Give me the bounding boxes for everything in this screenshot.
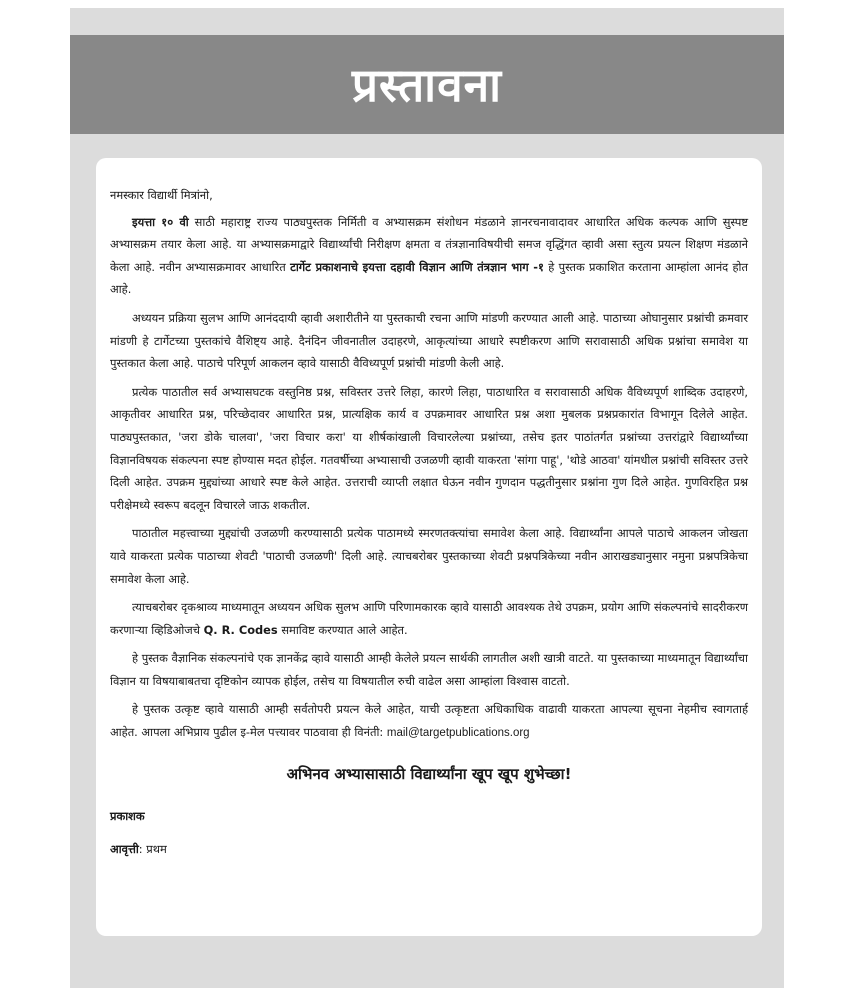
paragraph-1-text-2: हे पुस्तक प्रकाशित करताना आम्हांला आनंद होत आहे. xyxy=(110,259,749,297)
preface-card xyxy=(96,158,762,936)
paragraph-4: पाठातील महत्त्वाच्या मुद्द्यांची उजळणी करण्यासाठी प्रत्येक पाठामध्ये स्मरणतक्त्यांचा समावेश केला आहे. विद्यार्थ्यांना आपले पाठाचे आकलन जोखता यावे याकरता प्रत्येक पाठाच्या शेवटी 'पाठाची उजळणी' दिली आहे. त्याचबरोबर पुस्तकाच्या शेवटी प्रश्नपत्रिकेच्या नवीन आराखड्यानुसार नमुना प्रश्नपत्रिकेचा समावेश केला आहे. xyxy=(110,526,748,586)
grade-lead: इयत्ता १० वी xyxy=(132,214,189,229)
qr-codes-highlight: Q. R. Codes xyxy=(203,622,278,637)
book-title-highlight: टार्गेट प्रकाशनाचे इयत्ता दहावी विज्ञान आणि तंत्रज्ञान भाग -१ xyxy=(290,259,544,274)
paragraph-5 xyxy=(110,596,748,641)
publisher-label: प्रकाशक xyxy=(110,809,145,824)
paragraph-1 xyxy=(110,211,748,301)
edition-value: : प्रथम xyxy=(138,841,167,856)
paragraph-3: प्रत्येक पाठातील सर्व अभ्यासघटक वस्तुनिष्ठ प्रश्न, सविस्तर उत्तरे लिहा, कारणे लिहा, पाठाधारित व सरावासाठी अधिक वैविध्यपूर्ण शाब्दिक उदाहरणे, आकृतीवर आधारित प्रश्न, परिच्छेदावर आधारित प्रश्न, प्रात्यक्षिक कार्य व उपक्रमावर आधारित प्रश्न अशा मुबलक प्रश्नप्रकारांत विभागून दिलेले आहेत. पाठ्यपुस्तकात, 'जरा डोके चालवा', 'जरा विचार करा' या शीर्षकांखाली विचारलेल्या प्रश्नांच्या, तसेच इतर पाठांतर्गत प्रश्नांच्या उत्तरांद्वारे विद्यार्थ्यांच्या विज्ञानविषयक संकल्पना स्पष्ट होण्यास मदत होईल. गतवर्षीच्या अभ्यासाची उजळणी व्हावी याकरता 'सांगा पाहू', 'थोडे आठवा' यांमधील प्रश्नांची सविस्तर उत्तरे दिली आहेत. उपक्रम मुद्द्यांच्या आधारे स्पष्ट केले आहेत. उत्तराची व्याप्ती लक्षात घेऊन नवीन गुणदान पद्धतीनुसार प्रश्नांना गुण दिले आहेत. गुणविरहित प्रश्न परीक्षेमध्ये स्वरूप बदलून विचारले जाऊ शकतील. xyxy=(110,384,748,512)
salutation: नमस्कार विद्यार्थी मित्रांनो, xyxy=(110,188,213,202)
edition-label: आवृत्ती xyxy=(110,841,139,856)
publisher-line xyxy=(110,805,748,828)
title-band xyxy=(70,35,784,134)
page xyxy=(70,8,784,988)
paragraph-6: हे पुस्तक वैज्ञानिक संकल्पनांचे एक ज्ञानकेंद्र व्हावे यासाठी आम्ही केलेले प्रयत्न सार्थकी लागतील अशी खात्री वाटते. या पुस्तकाच्या माध्यमातून विद्यार्थ्यांचा विज्ञान या विषयाबाबतचा दृष्टिकोन व्यापक होईल, तसेच या विषयातील रुची वाढेल असा आम्हांला विश्वास वाटतो. xyxy=(110,651,748,688)
paragraph-2: अध्ययन प्रक्रिया सुलभ आणि आनंददायी व्हावी अशारीतीने या पुस्तकाची रचना आणि मांडणी करण्यात आली आहे. पाठाच्या ओघानुसार प्रश्नांची क्रमवार मांडणी हे टार्गेटच्या पुस्तकांचे वैशिष्ट्य आहे. दैनंदिन जीवनातील उदाहरणे, आकृत्यांच्या आधारे स्पष्टीकरण आणि सरावासाठी अधिक प्रश्नांचा समावेश या पुस्तकात केला आहे. पाठाचे परिपूर्ण आकलन व्हावे यासाठी वैविध्यपूर्ण प्रश्नांची मांडणी केली आहे. xyxy=(110,310,748,371)
page-title: प्रस्तावना xyxy=(351,58,503,112)
paragraph-5-text-1: त्याचबरोबर दृकश्राव्य माध्यमातून अध्ययन अधिक सुलभ आणि परिणामकारक व्हावे यासाठी आवश्यक तेथे उपक्रम, प्रयोग आणि संकल्पनांचे सादरीकरण करणाऱ्या व्हिडिओजचे xyxy=(110,600,748,637)
paragraph-1-text-1: साठी महाराष्ट्र राज्य पाठ्यपुस्तक निर्मिती व अभ्यासक्रम संशोधन मंडळाने ज्ञानरचनावादावर आधारित अधिक कल्पक आणि सुस्पष्ट अभ्यासक्रम तयार केला आहे. या अभ्यासक्रमाद्वारे विद्यार्थ्यांची निरीक्षण क्षमता व तंत्रज्ञानाविषयीची समज वृद्धिंगत व्हावी असा स्तुत्य प्रयत्न शिक्षण मंडळाने केला आहे. नवीन अभ्यासक्रमावर आधारित xyxy=(110,214,748,274)
closing-wish: अभिनव अभ्यासासाठी विद्यार्थ्यांना खूप खूप शुभेच्छा! xyxy=(286,764,572,783)
contact-email[interactable]: mail@targetpublications.org xyxy=(386,727,530,740)
paragraph-7-text: हे पुस्तक उत्कृष्ट व्हावे यासाठी आम्ही सर्वतोपरी प्रयत्न केले आहेत, याची उत्कृष्टता अधिकाधिक वाढावी याकरता आपल्या सूचना नेहमीच स्वागतार्ह आहेत. आपला अभिप्राय पुढील इ-मेल पत्त्यावर पाठवावा ही विनंती: xyxy=(110,702,748,740)
paragraph-5-text-2: समाविष्ट करण्यात आले आहेत. xyxy=(277,622,408,637)
paragraph-7 xyxy=(110,698,748,744)
edition-line xyxy=(110,838,748,861)
